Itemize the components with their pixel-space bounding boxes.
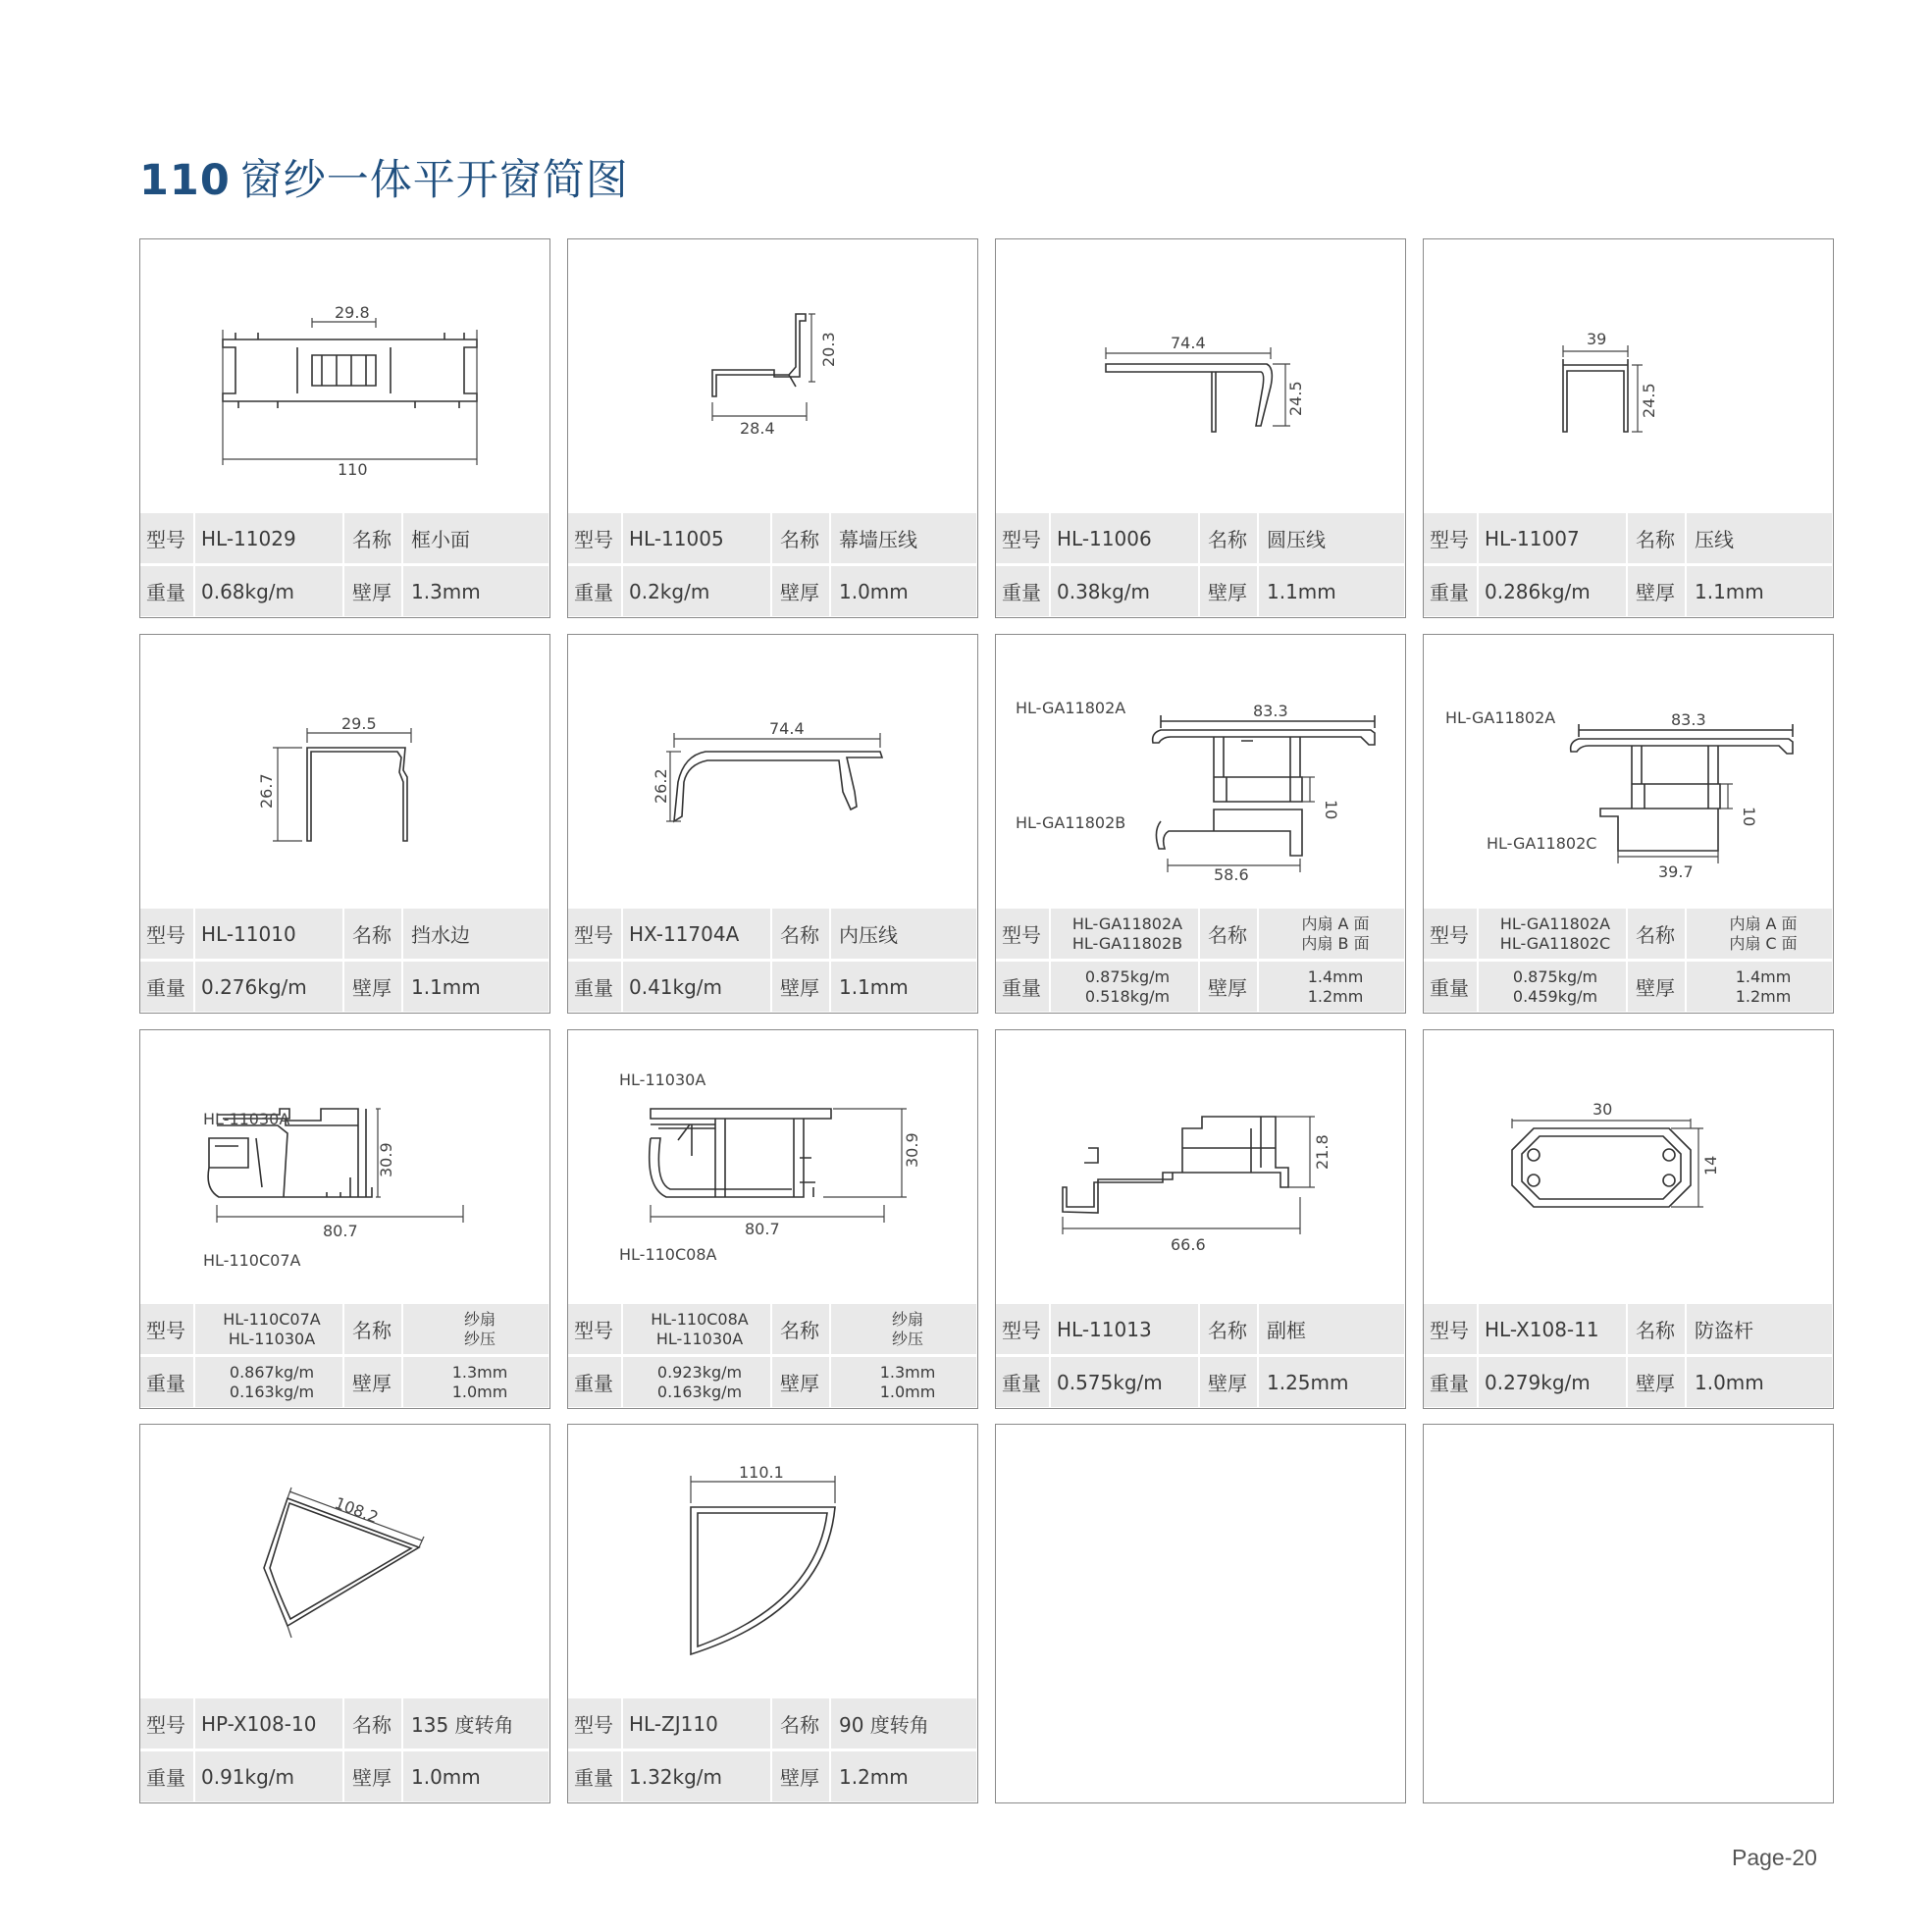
profile-drawing [568, 1030, 976, 1304]
weight-value: 1.32kg/m [623, 1751, 770, 1801]
profile-drawing [1424, 635, 1832, 909]
dim-label: 83.3 [1671, 710, 1706, 729]
weight-value: 0.41kg/m [623, 962, 770, 1012]
name-value: 内扇 A 面 内扇 C 面 [1729, 914, 1798, 953]
dim-label: 80.7 [745, 1220, 780, 1238]
model-label: 型号 [1002, 1319, 1041, 1342]
model-label: 型号 [1430, 1319, 1469, 1342]
name-value: 90 度转角 [839, 1713, 929, 1737]
empty-card [995, 1424, 1406, 1803]
part-label: HL-110C07A [203, 1251, 301, 1270]
thickness-label: 壁厚 [780, 581, 819, 604]
weight-label: 重量 [1430, 1372, 1469, 1395]
weight-label: 重量 [1430, 581, 1469, 604]
dim-label: 66.6 [1171, 1235, 1206, 1254]
profile-drawing [568, 1425, 976, 1698]
model-value: HP-X108-10 [195, 1698, 342, 1749]
thickness-value: 1.0mm [1695, 1370, 1764, 1394]
thickness-label: 壁厚 [352, 1766, 392, 1790]
model-value: HL-11013 [1051, 1304, 1198, 1354]
dim-label: 74.4 [769, 719, 805, 738]
model-value: HL-11010 [195, 909, 342, 959]
part-label: HL-11030A [203, 1110, 290, 1128]
spec-table [996, 1304, 1404, 1408]
dim-label: 30 [1593, 1100, 1613, 1119]
spec-table [140, 1304, 548, 1408]
profile-svg [140, 1030, 548, 1304]
profile-card [1423, 238, 1834, 618]
model-value: HL-110C07A HL-11030A [195, 1304, 342, 1354]
name-label: 名称 [352, 1713, 392, 1737]
weight-value: 0.575kg/m [1051, 1357, 1198, 1407]
page-number: Page-20 [1732, 1845, 1817, 1870]
spec-table [1424, 513, 1832, 617]
weight-value: 0.91kg/m [195, 1751, 342, 1801]
weight-value: 0.875kg/m 0.518kg/m [1051, 962, 1198, 1012]
weight-value: 0.923kg/m 0.163kg/m [623, 1357, 770, 1407]
dim-label: 20.3 [819, 332, 838, 367]
thickness-label: 壁厚 [780, 976, 819, 1000]
profile-drawing [996, 635, 1404, 909]
profile-card [1423, 634, 1834, 1014]
name-value: 纱扇 纱压 [463, 1309, 496, 1348]
thickness-value: 1.1mm [1267, 579, 1336, 603]
weight-label: 重量 [1002, 976, 1041, 1000]
profile-card [139, 1424, 550, 1803]
name-label: 名称 [352, 528, 392, 551]
thickness-value: 1.3mm [411, 579, 481, 603]
profile-card [139, 1029, 550, 1409]
model-value: HL-11005 [623, 513, 770, 563]
dim-label: 21.8 [1313, 1134, 1332, 1170]
thickness-label: 壁厚 [352, 976, 392, 1000]
model-label: 型号 [574, 1319, 613, 1342]
thickness-value: 1.1mm [839, 974, 909, 999]
name-value: 内扇 A 面 内扇 B 面 [1301, 914, 1370, 953]
profile-svg [568, 1030, 976, 1304]
profile-drawing [140, 1030, 548, 1304]
dim-label: 10 [1322, 800, 1340, 820]
model-value: HL-110C08A HL-11030A [623, 1304, 770, 1354]
thickness-label: 壁厚 [780, 1766, 819, 1790]
spec-table [568, 513, 976, 617]
part-label: HL-11030A [619, 1070, 706, 1089]
model-label: 型号 [1430, 528, 1469, 551]
name-value: 挡水边 [411, 923, 470, 947]
profile-card [567, 1424, 978, 1803]
spec-table [1424, 1304, 1832, 1408]
name-label: 名称 [1636, 528, 1675, 551]
profile-svg [996, 1030, 1404, 1304]
thickness-label: 壁厚 [1636, 976, 1675, 1000]
name-label: 名称 [1208, 923, 1247, 947]
profile-card [995, 238, 1406, 618]
weight-label: 重量 [146, 976, 185, 1000]
dim-label: 39.7 [1658, 862, 1694, 881]
profile-svg [568, 239, 976, 513]
dim-label: 24.5 [1640, 383, 1658, 418]
part-label: HL-110C08A [619, 1245, 717, 1264]
model-value: HX-11704A [623, 909, 770, 959]
thickness-label: 壁厚 [780, 1372, 819, 1395]
profile-svg [1424, 1030, 1832, 1304]
profile-card [995, 634, 1406, 1014]
profile-card [139, 634, 550, 1014]
weight-value: 0.38kg/m [1051, 566, 1198, 616]
model-label: 型号 [146, 1319, 185, 1342]
name-label: 名称 [780, 1319, 819, 1342]
thickness-label: 壁厚 [1208, 581, 1247, 604]
profile-svg [568, 1425, 976, 1698]
weight-value: 0.875kg/m 0.459kg/m [1479, 962, 1626, 1012]
profile-card [567, 238, 978, 618]
dim-label: 29.5 [341, 714, 377, 733]
weight-label: 重量 [1002, 1372, 1041, 1395]
name-label: 名称 [352, 923, 392, 947]
dim-label: 108.2 [332, 1492, 382, 1528]
name-label: 名称 [780, 528, 819, 551]
name-label: 名称 [1208, 528, 1247, 551]
dim-label: 14 [1701, 1155, 1720, 1175]
weight-value: 0.867kg/m 0.163kg/m [195, 1357, 342, 1407]
thickness-value: 1.4mm 1.2mm [1307, 966, 1364, 1006]
profile-card [567, 634, 978, 1014]
model-label: 型号 [574, 1713, 613, 1737]
model-label: 型号 [146, 528, 185, 551]
profile-drawing [568, 239, 976, 513]
weight-value: 0.286kg/m [1479, 566, 1626, 616]
dim-label: 28.4 [740, 419, 775, 438]
spec-table [568, 909, 976, 1013]
weight-label: 重量 [574, 976, 613, 1000]
profile-drawing [140, 1425, 548, 1698]
dim-label: 80.7 [323, 1222, 358, 1240]
part-label: HL-GA11802A [1445, 708, 1556, 727]
thickness-value: 1.4mm 1.2mm [1735, 966, 1792, 1006]
profile-drawing [996, 1030, 1404, 1304]
spec-table [140, 909, 548, 1013]
thickness-label: 壁厚 [1208, 976, 1247, 1000]
spec-table [996, 513, 1404, 617]
model-label: 型号 [1002, 528, 1041, 551]
spec-table [140, 513, 548, 617]
thickness-label: 壁厚 [1636, 581, 1675, 604]
model-value: HL-X108-11 [1479, 1304, 1626, 1354]
model-label: 型号 [1002, 923, 1041, 947]
thickness-value: 1.0mm [839, 579, 909, 603]
dim-label: 26.2 [652, 768, 670, 804]
weight-value: 0.2kg/m [623, 566, 770, 616]
profile-svg [1424, 635, 1832, 909]
thickness-value: 1.3mm 1.0mm [879, 1362, 936, 1401]
profile-drawing [1424, 1030, 1832, 1304]
profile-svg [568, 635, 976, 909]
profile-svg [1424, 239, 1832, 513]
weight-label: 重量 [146, 581, 185, 604]
thickness-value: 1.25mm [1267, 1370, 1349, 1394]
weight-label: 重量 [1002, 581, 1041, 604]
dim-label: 74.4 [1171, 334, 1206, 352]
model-value: HL-GA11802A HL-GA11802B [1051, 909, 1198, 959]
dim-label: 10 [1740, 807, 1758, 827]
spec-table [996, 909, 1404, 1013]
part-label: HL-GA11802B [1016, 813, 1126, 832]
thickness-label: 壁厚 [1636, 1372, 1675, 1395]
model-label: 型号 [146, 1713, 185, 1737]
spec-table [1424, 909, 1832, 1013]
model-value: HL-ZJ110 [623, 1698, 770, 1749]
name-label: 名称 [780, 1713, 819, 1737]
model-label: 型号 [574, 528, 613, 551]
profile-drawing [996, 239, 1404, 513]
model-label: 型号 [574, 923, 613, 947]
name-value: 框小面 [411, 528, 470, 551]
weight-label: 重量 [146, 1766, 185, 1790]
name-value: 内压线 [839, 923, 898, 947]
thickness-value: 1.0mm [411, 1764, 481, 1789]
profile-svg [140, 635, 548, 909]
name-value: 圆压线 [1267, 528, 1326, 551]
profile-card [567, 1029, 978, 1409]
dim-label: 39 [1587, 330, 1607, 348]
name-label: 名称 [352, 1319, 392, 1342]
thickness-label: 壁厚 [352, 581, 392, 604]
dim-label: 58.6 [1214, 865, 1249, 884]
name-label: 名称 [1636, 923, 1675, 947]
model-label: 型号 [1430, 923, 1469, 947]
spec-table [568, 1698, 976, 1802]
profile-drawing [1424, 239, 1832, 513]
thickness-value: 1.2mm [839, 1764, 909, 1789]
dim-label: 24.5 [1286, 381, 1305, 416]
page-title [139, 147, 629, 207]
weight-label: 重量 [574, 581, 613, 604]
dim-label: 110.1 [739, 1463, 784, 1482]
name-value: 压线 [1695, 528, 1734, 551]
dim-label: 26.7 [257, 773, 276, 809]
model-value: HL-11029 [195, 513, 342, 563]
profile-svg [996, 635, 1404, 909]
profile-svg [140, 1425, 548, 1698]
thickness-label: 壁厚 [352, 1372, 392, 1395]
name-value: 副框 [1267, 1319, 1306, 1342]
weight-label: 重量 [146, 1372, 185, 1395]
name-label: 名称 [1636, 1319, 1675, 1342]
dim-label: 30.9 [377, 1142, 395, 1177]
part-label: HL-GA11802C [1487, 834, 1597, 853]
profile-svg [996, 239, 1404, 513]
dim-label: 29.8 [335, 303, 370, 322]
thickness-value: 1.1mm [411, 974, 481, 999]
profile-svg [140, 239, 548, 513]
weight-value: 0.68kg/m [195, 566, 342, 616]
weight-value: 0.276kg/m [195, 962, 342, 1012]
weight-label: 重量 [574, 1766, 613, 1790]
model-value: HL-11006 [1051, 513, 1198, 563]
profile-drawing [568, 635, 976, 909]
spec-table [140, 1698, 548, 1802]
profile-card [995, 1029, 1406, 1409]
name-label: 名称 [780, 923, 819, 947]
thickness-value: 1.1mm [1695, 579, 1764, 603]
dim-label: 83.3 [1253, 702, 1288, 720]
weight-label: 重量 [1430, 976, 1469, 1000]
name-label: 名称 [1208, 1319, 1247, 1342]
title-text: 窗纱一体平开窗简图 [239, 156, 629, 205]
profile-drawing [140, 635, 548, 909]
name-value: 幕墙压线 [839, 528, 917, 551]
dim-label: 110 [338, 460, 368, 479]
weight-label: 重量 [574, 1372, 613, 1395]
profile-drawing [140, 239, 548, 513]
dim-label: 30.9 [903, 1132, 921, 1168]
name-value: 135 度转角 [411, 1713, 514, 1737]
profile-card [1423, 1029, 1834, 1409]
part-label: HL-GA11802A [1016, 699, 1126, 717]
spec-table [568, 1304, 976, 1408]
model-value: HL-11007 [1479, 513, 1626, 563]
empty-card [1423, 1424, 1834, 1803]
profile-card [139, 238, 550, 618]
model-label: 型号 [146, 923, 185, 947]
thickness-label: 壁厚 [1208, 1372, 1247, 1395]
name-value: 防盗杆 [1695, 1319, 1753, 1342]
thickness-value: 1.3mm 1.0mm [451, 1362, 508, 1401]
name-value: 纱扇 纱压 [891, 1309, 923, 1348]
title-number: 110 [139, 156, 231, 205]
model-value: HL-GA11802A HL-GA11802C [1479, 909, 1626, 959]
weight-value: 0.279kg/m [1479, 1357, 1626, 1407]
